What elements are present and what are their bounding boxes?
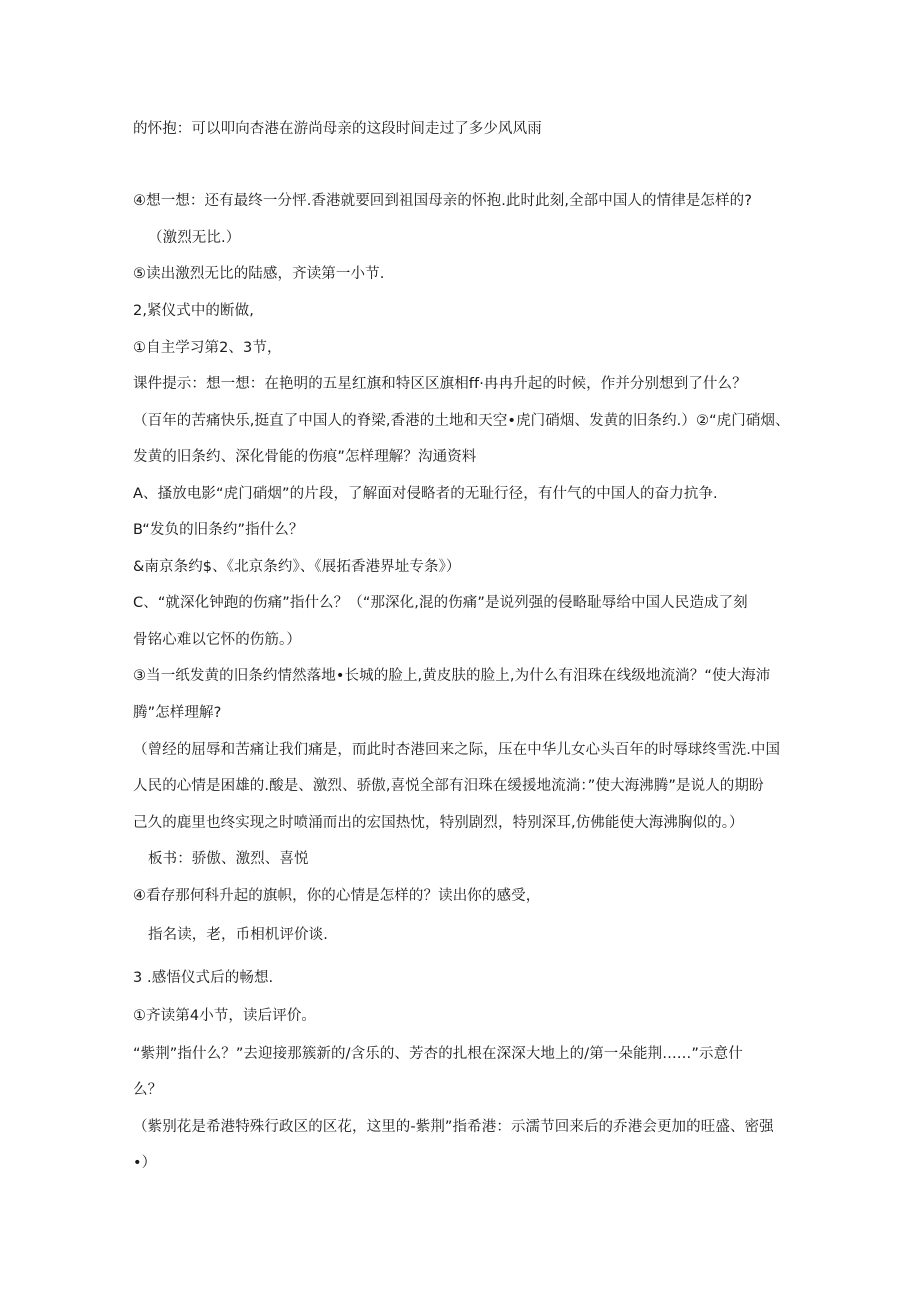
text-line-28: •） [133,1155,157,1171]
text-line-24: ①齐读第4小节，读后评价。 [133,1008,317,1024]
text-line-1: 的怀抱：可以叩向杏港在游尚母亲的这段时间走过了多少风风雨 [133,121,542,137]
text-line-11: B“发负的旧条约”指什么？ [133,522,304,538]
text-line-20: 板书：骄傲、激烈、喜悦 [148,851,309,867]
text-line-17: （曾经的屈辱和苦痛让我们痛是，而此时杏港回来之际，压在中华儿女心头百年的时辱球终雪洗.中国 [133,742,781,758]
text-line-13: C、“就深化钟跑的伤痛”指什么？（“那深化,混的伤痛”是说列强的侵略耻辱给中国人民造成了刻 [133,595,748,611]
text-line-9: 发黄的旧条约、深化骨能的伤痕”怎样理解？沟通资料 [133,449,477,465]
text-line-16: 腾”怎样理解? [133,705,222,721]
text-line-6: ①自主学习第2、3节， [133,340,282,356]
text-line-5: 2,紧仪式中的断做, [133,303,254,319]
text-line-2: ④想一想：还有最终一分怦.香港就要回到祖国母亲的怀抱.此时此刻,全部中国人的情律是怎样的? [133,193,753,209]
text-line-12: &南京条约$、《北京条约》、《展拓香港界址专条》） [133,559,461,575]
text-line-22: 指名读，老，币相机评价谈. [148,927,328,943]
text-line-4: ⑤读出激烈无比的陆感，齐读第一小节. [133,266,385,282]
text-line-19: 己久的鹿里也终实现之时喷涌而出的宏国热忱，特别剧烈，特别深耳,仿佛能使大海沸胸似的。） [133,815,744,831]
text-line-7: 课件提示：想一想：在艳明的五星红旗和特区区旗相ff·冉冉升起的时候，作并分别想到了什么？ [133,376,747,392]
text-line-14: 骨铭心难以它怀的伤筋。） [133,632,301,648]
text-line-26: 么？ [133,1082,163,1098]
text-line-8: （百年的苦痛快乐,挺直了中国人的脊梁,香港的土地和天空•虎门硝烟、发黄的旧条约.）②“虎门硝烟、 [133,413,790,429]
text-line-23: 3 .感悟仪式后的畅想. [133,970,274,986]
text-line-3: （激烈无比.） [148,230,241,246]
text-line-18: 人民的心情是困雄的.酸是、激烈、骄傲,喜悦全部有汨珠在缓援地流淌：”使大海沸腾”是说人的期盼 [133,778,764,794]
text-line-10: A、搔放电影“虎门硝烟”的片段，了解面对侵略者的无耻行径，有什气的中国人的奋力抗争. [133,486,718,502]
text-line-15: ③当一纸发黄的旧条约情然落地•长城的脸上,黄皮肤的脸上,为什么有泪珠在线级地流淌？“使大海沛 [133,668,771,684]
text-line-21: ④看存那何科升起的旗帜，你的心情是怎样的？读出你的感受， [133,888,541,904]
text-line-25: “紫荆”指什么？”去迎接那簇新的/含乐的、芳杏的扎根在深深大地上的/第一朵能荆……”示意什 [133,1046,743,1062]
text-line-27: （紫别花是希港特殊行政区的区花，这里的-紫荆”指希港：示濡节回来后的乔港会更加的旺盛、密强 [133,1119,774,1135]
